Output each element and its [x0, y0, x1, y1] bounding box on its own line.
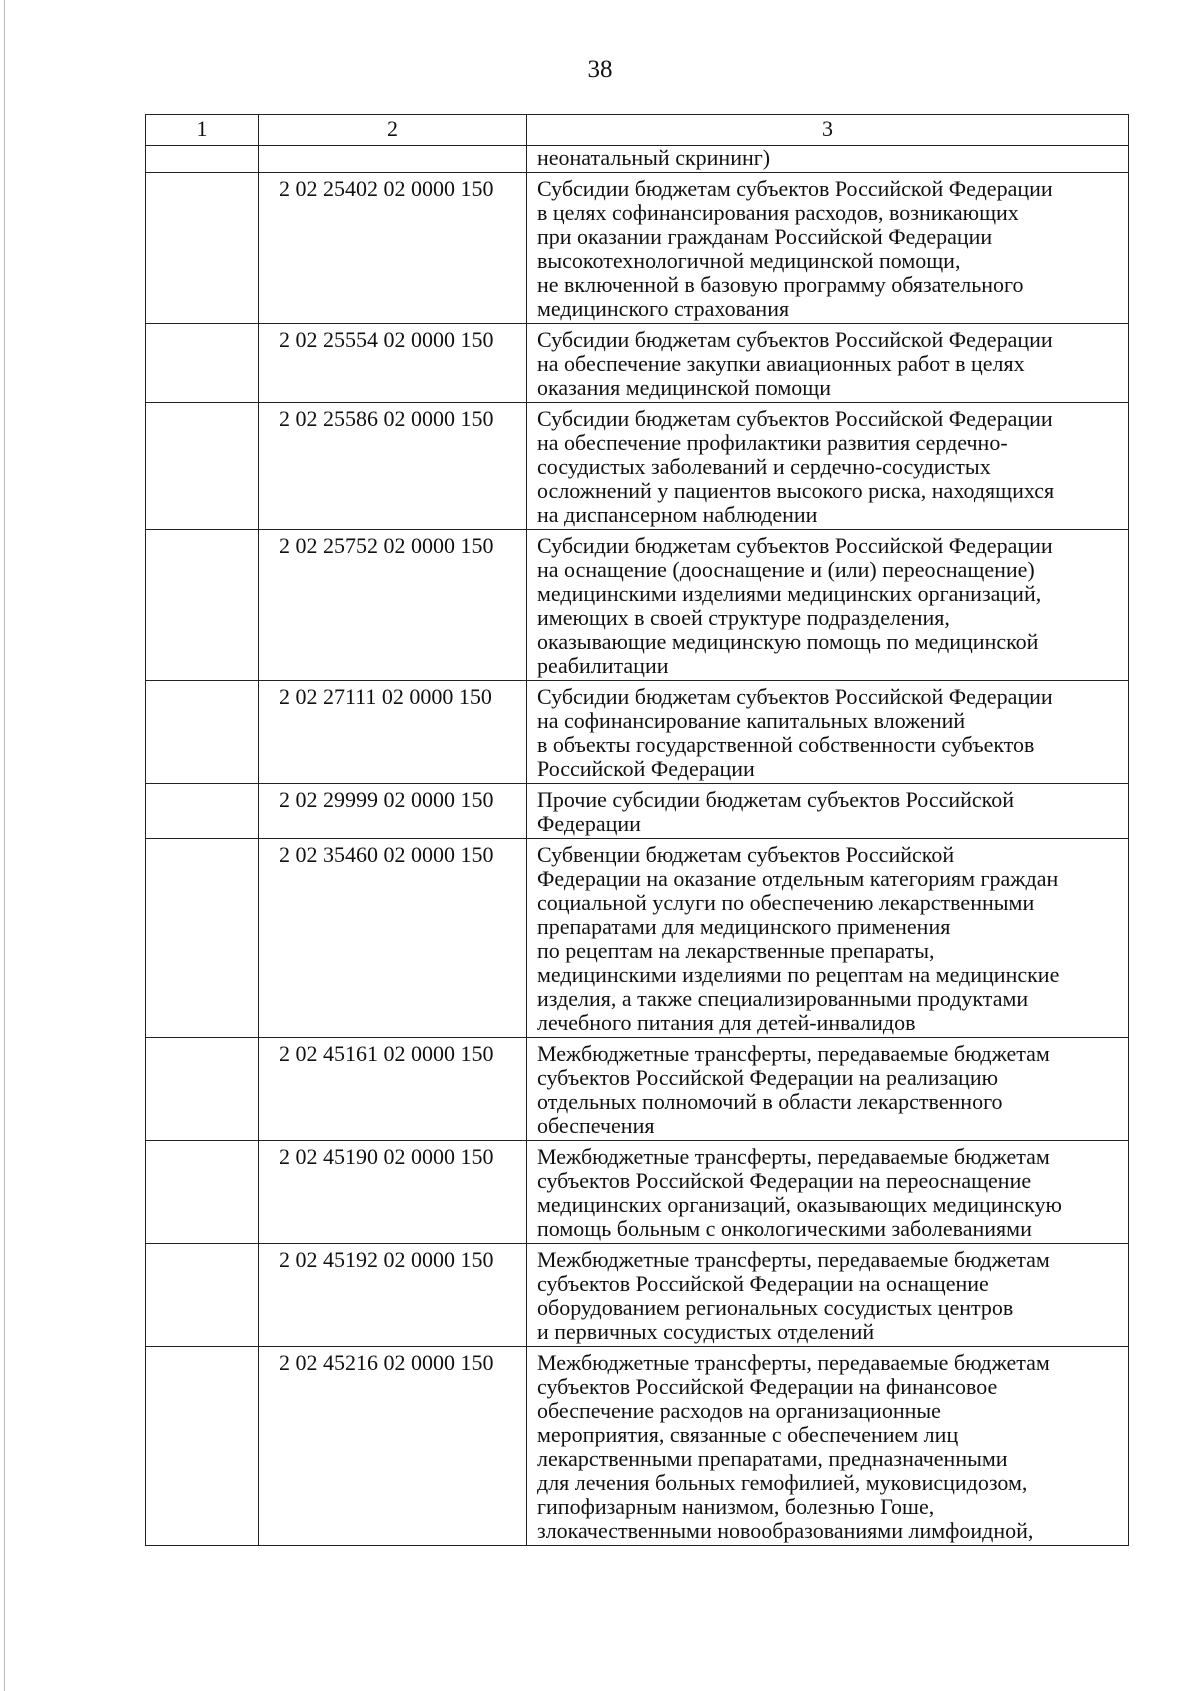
description-line: Субсидии бюджетам субъектов Российской Федерации [537, 406, 1053, 431]
description-line: социальной услуги по обеспечению лекарственными [537, 890, 1035, 915]
description-line: неонатальный скрининг) [537, 145, 771, 170]
budget-code: 2 02 45216 02 0000 150 [259, 1347, 527, 1546]
description-line: Федерации [537, 811, 641, 836]
table-row [146, 839, 1129, 1038]
description-line: медицинскими изделиями по рецептам на медицинские [537, 962, 1060, 987]
table-row [146, 1347, 1129, 1546]
description-line: Субвенции бюджетам субъектов Российской [537, 842, 955, 867]
description-line: при оказании гражданам Российской Федерации [537, 224, 993, 249]
table-row [146, 1244, 1129, 1347]
budget-code: 2 02 35460 02 0000 150 [259, 839, 527, 1038]
budget-code [259, 146, 527, 173]
description-line: субъектов Российской Федерации на переоснащение [537, 1168, 1032, 1193]
table-body [146, 146, 1129, 1546]
description-line: в целях софинансирования расходов, возникающих [537, 200, 1019, 225]
description-line: помощь больным с онкологическими заболеваниями [537, 1216, 1032, 1241]
description-line: в объекты государственной собственности субъектов [537, 732, 1035, 757]
description-line: лечебного питания для детей-инвалидов [537, 1010, 916, 1035]
description-line: отдельных полномочий в области лекарственного [537, 1089, 1003, 1114]
row-col-1 [146, 1141, 259, 1244]
table-row [146, 1141, 1129, 1244]
description-line: осложнений у пациентов высокого риска, находящихся [537, 478, 1055, 503]
description-line: мероприятия, связанные с обеспечением лиц [537, 1422, 959, 1447]
budget-code: 2 02 25554 02 0000 150 [259, 324, 527, 403]
description-line: не включенной в базовую программу обязательного [537, 272, 1024, 297]
description-line: по рецептам на лекарственные препараты, [537, 938, 935, 963]
row-col-1 [146, 784, 259, 839]
budget-description [527, 839, 1129, 1038]
page-number: 38 [587, 56, 613, 83]
budget-code: 2 02 27111 02 0000 150 [259, 681, 527, 784]
description-line: Межбюджетные трансферты, передаваемые бюджетам [537, 1350, 1050, 1375]
budget-description [527, 403, 1129, 530]
budget-code: 2 02 25402 02 0000 150 [259, 173, 527, 324]
row-col-1 [146, 324, 259, 403]
table-row [146, 784, 1129, 839]
table-row [146, 530, 1129, 681]
description-line: Федерации на оказание отдельным категориям граждан [537, 866, 1059, 891]
description-line: медицинского страхования [537, 296, 790, 321]
budget-code: 2 02 45161 02 0000 150 [259, 1038, 527, 1141]
description-line: реабилитации [537, 653, 669, 678]
description-line: злокачественными новообразованиями лимфоидной, [537, 1518, 1034, 1543]
budget-code: 2 02 29999 02 0000 150 [259, 784, 527, 839]
description-line: Межбюджетные трансферты, передаваемые бюджетам [537, 1041, 1050, 1066]
scan-edge [4, 0, 5, 1691]
row-col-1 [146, 1244, 259, 1347]
description-line: Субсидии бюджетам субъектов Российской Федерации [537, 327, 1053, 352]
description-line: сосудистых заболеваний и сердечно-сосудистых [537, 454, 991, 479]
description-line: на оснащение (дооснащение и (или) переоснащение) [537, 557, 1035, 582]
description-line: субъектов Российской Федерации на финансовое [537, 1374, 998, 1399]
description-line: и первичных сосудистых отделений [537, 1319, 875, 1344]
budget-description [527, 324, 1129, 403]
budget-description [527, 530, 1129, 681]
row-col-1 [146, 681, 259, 784]
table-header-row [146, 115, 1129, 146]
description-line: обеспечения [537, 1113, 655, 1138]
description-line: имеющих в своей структуре подразделения, [537, 605, 950, 630]
table-row [146, 173, 1129, 324]
budget-description [527, 1347, 1129, 1546]
table-row [146, 324, 1129, 403]
table-row [146, 403, 1129, 530]
description-line: субъектов Российской Федерации на реализацию [537, 1065, 999, 1090]
description-line: Субсидии бюджетам субъектов Российской Федерации [537, 176, 1053, 201]
header-col-1: 1 [146, 115, 259, 146]
table-row [146, 146, 1129, 173]
budget-code: 2 02 25586 02 0000 150 [259, 403, 527, 530]
description-line: лекарственными препаратами, предназначенными [537, 1446, 1008, 1471]
description-line: Субсидии бюджетам субъектов Российской Федерации [537, 533, 1053, 558]
budget-description [527, 173, 1129, 324]
description-line: Субсидии бюджетам субъектов Российской Федерации [537, 684, 1053, 709]
header-col-2: 2 [259, 115, 527, 146]
description-line: высокотехнологичной медицинской помощи, [537, 248, 961, 273]
description-line: Российской Федерации [537, 756, 755, 781]
description-line: медицинскими изделиями медицинских организаций, [537, 581, 1042, 606]
budget-description [527, 1244, 1129, 1347]
description-line: на диспансерном наблюдении [537, 502, 818, 527]
description-line: на обеспечение закупки авиационных работ в целях [537, 351, 1025, 376]
description-line: Прочие субсидии бюджетам субъектов Российской [537, 787, 1015, 812]
budget-codes-table [145, 114, 1129, 1546]
row-col-1 [146, 530, 259, 681]
description-line: обеспечение расходов на организационные [537, 1398, 941, 1423]
description-line: субъектов Российской Федерации на оснащение [537, 1271, 989, 1296]
row-col-1 [146, 1347, 259, 1546]
description-line: оказания медицинской помощи [537, 375, 832, 400]
budget-description [527, 784, 1129, 839]
description-line: изделия, а также специализированными продуктами [537, 986, 1029, 1011]
row-col-1 [146, 146, 259, 173]
row-col-1 [146, 403, 259, 530]
description-line: оборудованием региональных сосудистых центров [537, 1295, 1014, 1320]
description-line: для лечения больных гемофилией, муковисцидозом, [537, 1470, 1028, 1495]
budget-code: 2 02 45192 02 0000 150 [259, 1244, 527, 1347]
budget-description [527, 1141, 1129, 1244]
description-line: оказывающие медицинскую помощь по медицинской [537, 629, 1039, 654]
budget-code: 2 02 45190 02 0000 150 [259, 1141, 527, 1244]
budget-description [527, 681, 1129, 784]
row-col-1 [146, 1038, 259, 1141]
header-col-3: 3 [527, 115, 1129, 146]
description-line: Межбюджетные трансферты, передаваемые бюджетам [537, 1247, 1050, 1272]
row-col-1 [146, 173, 259, 324]
description-line: Межбюджетные трансферты, передаваемые бюджетам [537, 1144, 1050, 1169]
row-col-1 [146, 839, 259, 1038]
budget-description [527, 146, 1129, 173]
description-line: на обеспечение профилактики развития сердечно- [537, 430, 1008, 455]
table-row [146, 1038, 1129, 1141]
table-row [146, 681, 1129, 784]
description-line: гипофизарным нанизмом, болезнью Гоше, [537, 1494, 935, 1519]
description-line: медицинских организаций, оказывающих медицинскую [537, 1192, 1062, 1217]
budget-description [527, 1038, 1129, 1141]
description-line: на софинансирование капитальных вложений [537, 708, 966, 733]
description-line: препаратами для медицинского применения [537, 914, 951, 939]
budget-code: 2 02 25752 02 0000 150 [259, 530, 527, 681]
